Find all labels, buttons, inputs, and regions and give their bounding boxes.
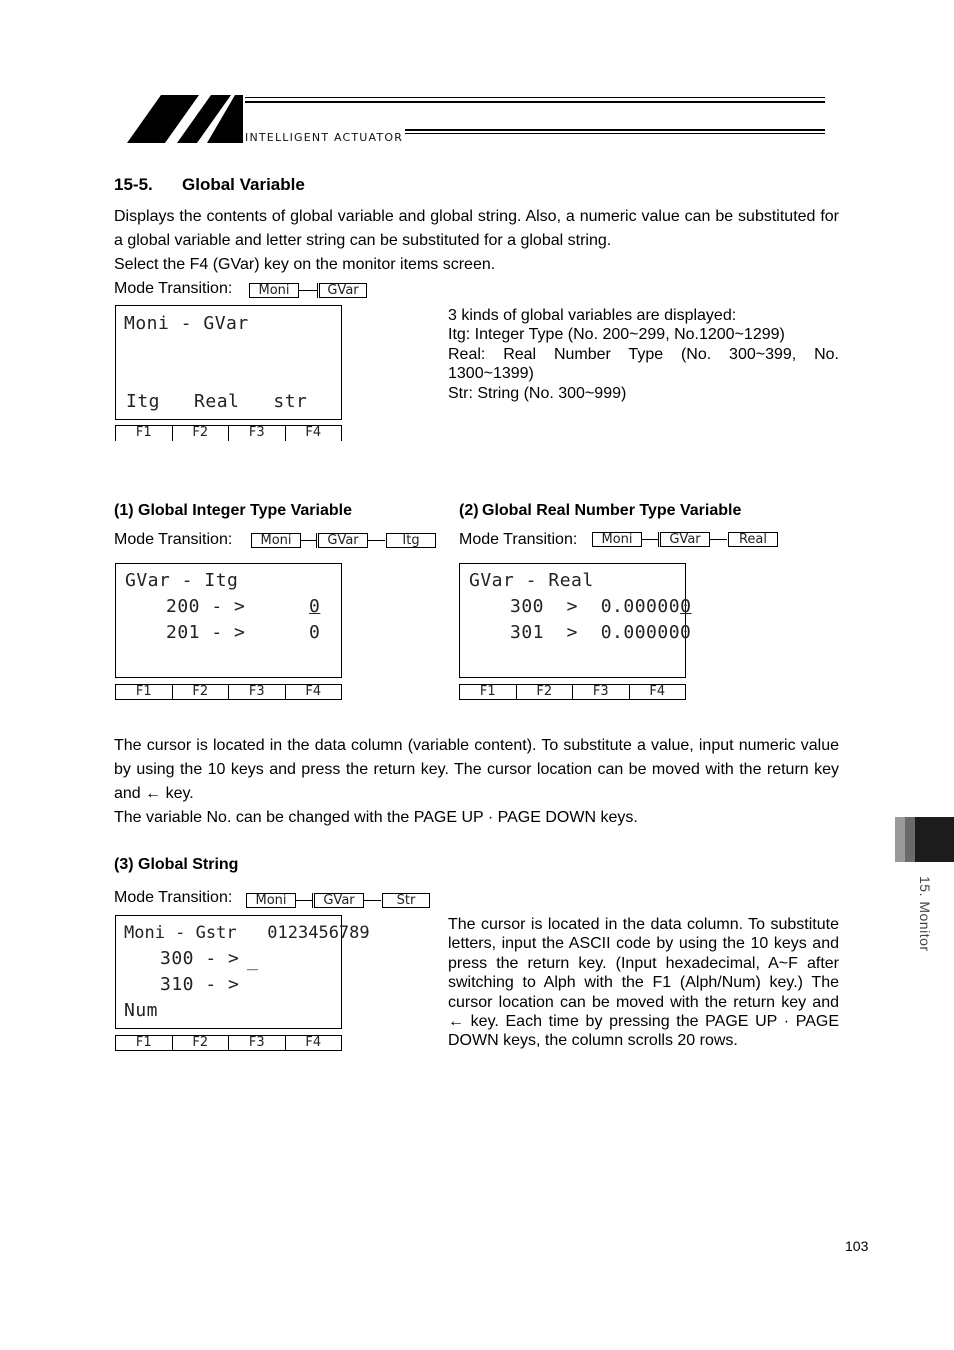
transition-connector: [296, 900, 313, 901]
transition-chip-gvar: GVar: [319, 283, 367, 298]
fkey-f1: F1: [135, 684, 152, 699]
pendant-screen-gstr: [115, 915, 370, 1029]
screen-value-var201: 0: [309, 622, 321, 643]
function-keys: [459, 684, 686, 700]
transition-chip-str: Str: [382, 893, 430, 908]
screen-line-title: GVar - Real: [469, 570, 594, 591]
fkey-f2: F2: [172, 685, 229, 699]
transition-chip-moni: Moni: [246, 893, 296, 908]
transition-chip-real: Real: [728, 532, 778, 547]
subsection-number: (3): [114, 856, 134, 873]
chapter-tab-graphic: [895, 817, 954, 862]
mode-transition-label: Mode Transition:: [114, 531, 233, 548]
transition-chip-moni: Moni: [592, 532, 642, 547]
pendant-screen-itg: [115, 563, 342, 678]
screen-cursor: _: [247, 950, 259, 971]
fkey-f3: F3: [228, 685, 285, 699]
fkey-f4: F4: [285, 426, 342, 441]
screen-line-menu: Itg Real str: [126, 391, 308, 412]
section-number: 15-5.: [114, 175, 153, 194]
transition-connector: [364, 900, 381, 901]
function-keys: [115, 684, 342, 700]
section-title: Global Variable: [182, 175, 305, 194]
screen-line-var310: 310 - >: [160, 974, 240, 995]
fkey-f2: F2: [172, 426, 229, 441]
transition-chip-gvar: GVar: [318, 533, 368, 548]
pendant-screen-real: [459, 563, 692, 678]
fkey-f4: F4: [285, 1036, 342, 1050]
fkey-f4: F4: [629, 685, 686, 699]
function-keys: [115, 1035, 342, 1051]
transition-connector-tick: [312, 893, 313, 908]
global-string-note: The cursor is located in the data column. To substitute letters, input the ASCII code by using the 10 keys and press the return key. (Input hexadecimal, A~F after switching to Alph with the F1 (Alph/Num) key.) The cursor location can be moved with the return key and ← key. Each time by pressing the PAGE UP · PAGE DOWN keys, the column scrolls 20 rows.: [448, 916, 839, 1050]
transition-connector-tick: [316, 533, 317, 548]
transition-connector: [710, 539, 727, 540]
intro-paragraph-2: Select the F4 (GVar) key on the monitor items screen.: [114, 256, 496, 273]
tab-block: [915, 817, 954, 862]
fkey-f2: F2: [516, 685, 573, 699]
screen-line-var200: 200 - >: [166, 596, 246, 617]
subsection-title: Global Integer Type Variable: [138, 502, 352, 519]
mode-transition-label: Mode Transition:: [114, 889, 233, 906]
transition-connector-tick: [317, 283, 318, 298]
fkey-f4: F4: [285, 685, 342, 699]
fkey-f1: F1: [135, 1035, 152, 1050]
fkey-f1: F1: [135, 425, 152, 440]
transition-chip-itg: Itg: [386, 533, 436, 548]
transition-connector-tick: [658, 532, 659, 547]
subsection-number: (2): [459, 502, 479, 519]
mode-transition-label: Mode Transition:: [114, 280, 233, 297]
iai-logo-mark: [127, 93, 827, 145]
transition-chip-moni: Moni: [249, 283, 299, 298]
logo-caption: INTELLIGENT ACTUATOR: [245, 131, 404, 144]
page-number: 103: [845, 1238, 869, 1254]
transition-chip-moni: Moni: [251, 533, 301, 548]
pendant-screen-gvar: [115, 305, 342, 420]
note-line: 3 kinds of global variables are displayed:: [448, 307, 737, 324]
note-line: Itg: Integer Type (No. 200~299, No.1200~1299): [448, 326, 785, 344]
cursor-paragraph: The cursor is located in the data column (variable content). To substitute a value, input numeric value by using the 10 keys and press the return key. The cursor location can be moved with the return key and ← key.: [114, 737, 839, 802]
screen-line-title: Moni - GVar: [124, 313, 249, 334]
fkey-f1: F1: [479, 684, 496, 699]
function-keys: [115, 425, 342, 441]
screen-line-var300: [510, 596, 691, 618]
page-keys-paragraph: The variable No. can be changed with the PAGE UP · PAGE DOWN keys.: [114, 809, 638, 826]
screen-value-var200: 0: [309, 596, 321, 617]
iai-logo: [127, 93, 827, 145]
screen-line-var300: 300 - >: [160, 948, 240, 969]
intro-paragraph: Displays the contents of global variable and global string. Also, a numeric value can be substituted for a global variable and letter string can be substituted for a global string.: [114, 208, 839, 249]
chapter-tab-label: 15. Monitor: [917, 876, 933, 952]
fkey-f3: F3: [572, 685, 629, 699]
subsection-title: Global Real Number Type Variable: [482, 502, 742, 519]
screen-line-title: Moni - Gstr 0123456789: [124, 923, 370, 943]
note-line: Real: Real Number Type (No. 300~399, No. 1300~1399): [448, 345, 839, 383]
transition-chip-gvar: GVar: [314, 893, 364, 908]
transition-connector: [368, 540, 385, 541]
fkey-f3: F3: [228, 1036, 285, 1050]
note-line: Str: String (No. 300~999): [448, 384, 627, 402]
transition-chip-gvar: GVar: [660, 532, 710, 547]
variable-kinds-note: [448, 306, 839, 403]
screen-line-title: GVar - Itg: [125, 570, 239, 591]
screen-text: 300 > 0.00000: [510, 596, 681, 617]
tab-stripe: [905, 817, 915, 862]
fkey-f2: F2: [172, 1036, 229, 1050]
transition-connector: [299, 290, 317, 291]
tab-stripe: [895, 817, 905, 862]
subsection-title: Global String: [138, 856, 239, 873]
screen-line-var301: 301 > 0.000000: [510, 622, 692, 643]
transition-connector: [642, 539, 659, 540]
screen-line-var201: 201 - >: [166, 622, 246, 643]
screen-line-mode: Num: [124, 1000, 159, 1021]
subsection-number: (1): [114, 502, 134, 519]
screen-cursor: 0: [680, 596, 692, 617]
mode-transition-label: Mode Transition:: [459, 531, 578, 548]
transition-connector: [301, 540, 317, 541]
fkey-f3: F3: [228, 426, 285, 441]
